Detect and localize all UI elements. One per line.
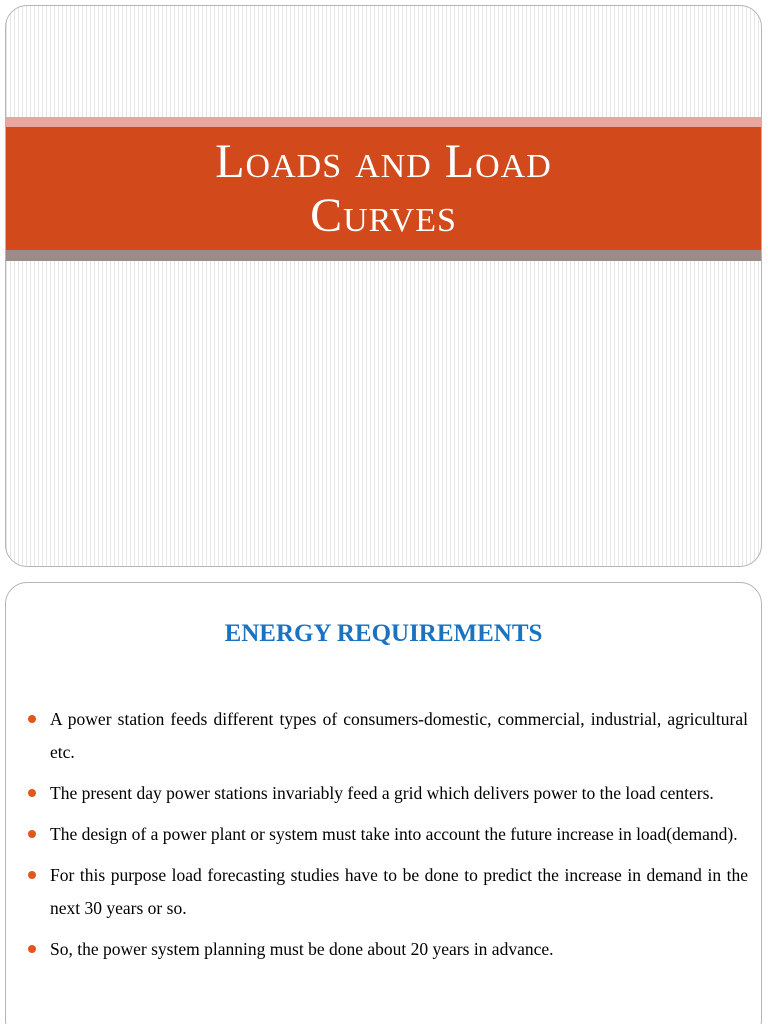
slide-title-line-1: Loads and Load	[215, 134, 552, 188]
slide-title-line-2: Curves	[310, 188, 457, 242]
bullet-item	[26, 933, 748, 966]
bullet-dot-icon	[28, 715, 36, 723]
bullet-text: The design of a power plant or system must take into account the future increase in load(demand).	[50, 824, 738, 844]
slide-title	[215, 135, 552, 243]
title-band-bottom-stripe	[6, 250, 761, 261]
bullet-dot-icon	[28, 830, 36, 838]
bullet-text: For this purpose load forecasting studies have to be done to predict the increase in demand in the next 30 years or so.	[50, 865, 748, 918]
section-heading: ENERGY REQUIREMENTS	[224, 620, 543, 647]
bullet-item	[26, 703, 748, 769]
bullet-text: The present day power stations invariably feed a grid which delivers power to the load centers.	[50, 783, 714, 803]
bullet-text: A power station feeds different types of consumers-domestic, commercial, industrial, agricultural etc.	[50, 709, 748, 762]
bullet-item	[26, 818, 748, 851]
bullet-text: So, the power system planning must be done about 20 years in advance.	[50, 939, 554, 959]
content-slide	[5, 582, 762, 1024]
title-band	[6, 127, 761, 250]
bullet-dot-icon	[28, 789, 36, 797]
bullet-item	[26, 859, 748, 925]
bullet-list	[26, 703, 748, 974]
title-slide	[5, 5, 762, 567]
bullet-dot-icon	[28, 871, 36, 879]
bullet-dot-icon	[28, 945, 36, 953]
bullet-item	[26, 777, 748, 810]
title-band-top-stripe	[6, 117, 761, 127]
